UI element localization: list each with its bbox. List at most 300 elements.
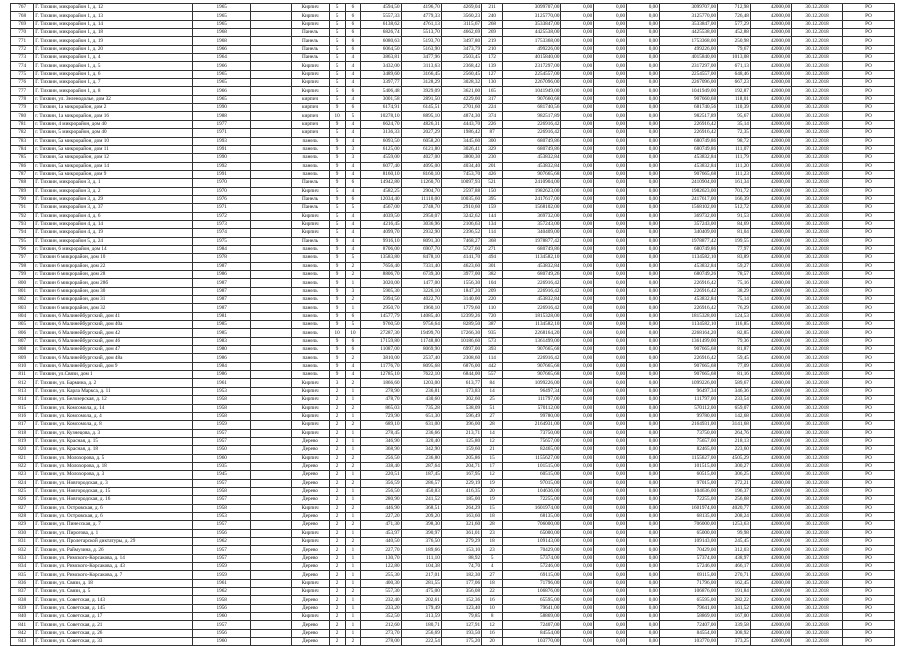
cell-year-commissioned: [251, 79, 291, 87]
cell-total-cost: 75657,00: [503, 437, 561, 445]
cell-cost-limit: 42000,00: [750, 162, 791, 170]
cell-residents: 10: [482, 604, 503, 612]
cell-residents: 15: [482, 454, 503, 462]
cell-local-funds: 0,00: [627, 279, 660, 287]
cell-private-area: 79,85: [441, 613, 481, 621]
cell-total-cost: 907665,68: [503, 346, 561, 354]
cell-floors: 5: [329, 204, 345, 212]
cell-specific-cost: 1253,63: [718, 521, 751, 529]
cell-program-type: РО: [842, 429, 894, 437]
cell-year-commissioned: [251, 429, 291, 437]
cell-local-funds: 0,00: [627, 446, 660, 454]
cell-program-type: РО: [842, 204, 894, 212]
cell-local-funds: 0,00: [627, 437, 660, 445]
cell-row-number: 785: [11, 154, 34, 162]
cell-residents: 104: [482, 279, 503, 287]
cell-address: Г. Тихвин, ул. Комсомола, д. 14: [34, 404, 193, 412]
cell-residents: 172: [482, 54, 503, 62]
cell-total-area: 9760,50: [361, 321, 401, 329]
cell-regional-funds: 0,00: [594, 437, 627, 445]
cell-local-funds: 0,00: [627, 212, 660, 220]
cell-residents: 12: [482, 437, 503, 445]
cell-program-type: РО: [842, 446, 894, 454]
cell-residents: 21: [482, 446, 503, 454]
cell-total-cost: 570112,00: [503, 404, 561, 412]
cell-wall-material: Кирпич: [291, 4, 329, 12]
cell-floors: 5: [329, 62, 345, 70]
cell-cost-limit: 42000,00: [750, 504, 791, 512]
cell-total-cost: 680749,86: [503, 245, 561, 253]
cell-total-area: 130,70: [361, 554, 401, 562]
cell-entrances: 6: [345, 337, 361, 345]
cell-year-commissioned: [251, 621, 291, 629]
cell-entrances: 1: [345, 621, 361, 629]
cell-entrances: 1: [345, 512, 361, 520]
cell-entrances: 5: [345, 254, 361, 262]
table-row: [11, 512, 895, 520]
cell-floors: 2: [329, 454, 345, 462]
cell-wall-material: панель: [291, 279, 329, 287]
cell-total-cost: 70429,00: [503, 546, 561, 554]
cell-owner-funds: 226916,42: [659, 279, 717, 287]
cell-wall-material: панель: [291, 312, 329, 320]
cell-local-funds: 0,00: [627, 204, 660, 212]
cell-specific-cost: 84,69: [718, 220, 751, 228]
cell-federal-funds: 0,00: [561, 396, 594, 404]
cell-program-type: РО: [842, 154, 894, 162]
cell-regional-funds: 0,00: [594, 204, 627, 212]
cell-year-built: 1965: [193, 79, 251, 87]
cell-floors: 5: [329, 4, 345, 12]
cell-residential-area: 6739,30: [401, 271, 441, 279]
cell-local-funds: 0,00: [627, 429, 660, 437]
cell-cost-limit: 42000,00: [750, 571, 791, 579]
cell-year-built: 1957: [193, 554, 251, 562]
table-row: [11, 79, 895, 87]
cell-federal-funds: 0,00: [561, 45, 594, 53]
cell-specific-cost: 72,35: [718, 129, 751, 137]
cell-total-area: 453,97: [361, 529, 401, 537]
cell-regional-funds: 0,00: [594, 187, 627, 195]
cell-year-built: 1987: [193, 296, 251, 304]
cell-program-type: РО: [842, 137, 894, 145]
cell-completion-date: 30.12.2018: [792, 170, 843, 178]
cell-private-area: 153,10: [441, 546, 481, 554]
cell-regional-funds: 0,00: [594, 504, 627, 512]
cell-owner-funds: 65000,00: [659, 529, 717, 537]
cell-total-cost: 680749,26: [503, 271, 561, 279]
cell-year-built: 1981: [193, 312, 251, 320]
cell-program-type: РО: [842, 271, 894, 279]
cell-private-area: 204,71: [441, 462, 481, 470]
cell-residential-area: 3226,10: [401, 287, 441, 295]
cell-cost-limit: 42000,00: [750, 304, 791, 312]
cell-address: г. Тихвин, 6 Малинейбургский, дом 42: [34, 329, 193, 337]
cell-floors: 2: [329, 579, 345, 587]
cell-total-cost: 104636,00: [503, 487, 561, 495]
cell-wall-material: Панель: [291, 37, 329, 45]
cell-private-area: 613,77: [441, 379, 481, 387]
cell-federal-funds: 0,00: [561, 271, 594, 279]
table-row: [11, 504, 895, 512]
cell-row-number: 806: [11, 329, 34, 337]
cell-owner-funds: 3099707,00: [659, 4, 717, 12]
cell-federal-funds: 0,00: [561, 337, 594, 345]
cell-regional-funds: 0,00: [594, 379, 627, 387]
cell-floors: 2: [329, 404, 345, 412]
table-row: [11, 596, 895, 604]
cell-year-commissioned: [251, 479, 291, 487]
cell-wall-material: Дерево: [291, 571, 329, 579]
cell-private-area: 6997,00: [441, 346, 481, 354]
cell-program-type: РО: [842, 54, 894, 62]
cell-total-cost: 1041949,00: [503, 87, 561, 95]
cell-year-built: 1974: [193, 229, 251, 237]
cell-specific-cost: 77,09: [718, 362, 751, 370]
cell-entrances: 4: [345, 137, 361, 145]
cell-row-number: 801: [11, 287, 34, 295]
cell-residents: 127: [482, 70, 503, 78]
cell-address: Г. Тихвин, микрорайон 3, д. 37: [34, 204, 193, 212]
cell-wall-material: панель: [291, 346, 329, 354]
cell-address: Г. Тихвин, микрорайон 1, д. 20: [34, 45, 193, 53]
cell-wall-material: Дерево: [291, 629, 329, 637]
cell-year-built: 1958: [193, 396, 251, 404]
cell-regional-funds: 0,00: [594, 29, 627, 37]
cell-wall-material: Дерево: [291, 621, 329, 629]
cell-row-number: 836: [11, 579, 34, 587]
cell-entrances: 3: [345, 287, 361, 295]
cell-residents: 374: [482, 112, 503, 120]
table-row: [11, 387, 895, 395]
cell-federal-funds: 0,00: [561, 412, 594, 420]
cell-regional-funds: 0,00: [594, 613, 627, 621]
cell-completion-date: 30.12.2018: [792, 404, 843, 412]
cell-private-area: 2597,88: [441, 187, 481, 195]
cell-residential-area: 320,40: [401, 437, 441, 445]
cell-address: Г. Тихвин, ул. Карла Маркса, д. 11: [34, 387, 193, 395]
cell-residents: 240: [482, 12, 503, 20]
cell-specific-cost: 270,71: [718, 571, 751, 579]
cell-specific-cost: 78,57: [718, 271, 751, 279]
cell-residents: 16: [482, 596, 503, 604]
cell-total-area: 232,40: [361, 596, 401, 604]
cell-total-area: 278,00: [361, 638, 401, 646]
cell-local-funds: 0,00: [627, 504, 660, 512]
cell-cost-limit: 42000,00: [750, 45, 791, 53]
cell-specific-cost: 245,45: [718, 538, 751, 546]
cell-local-funds: 0,00: [627, 362, 660, 370]
cell-regional-funds: 0,00: [594, 162, 627, 170]
cell-total-cost: 3125770,00: [503, 12, 561, 20]
cell-total-area: 12034,40: [361, 195, 401, 203]
cell-specific-cost: 38,29: [718, 287, 751, 295]
cell-private-area: 177,06: [441, 579, 481, 587]
table-row: [11, 538, 895, 546]
cell-address: Г. Тихвин, ул. Раймузина, д. 26: [34, 546, 193, 554]
cell-address: Г. Тихвин, ул. Молохорова, д. 5: [34, 454, 193, 462]
cell-regional-funds: 0,00: [594, 237, 627, 245]
cell-cost-limit: 42000,00: [750, 187, 791, 195]
cell-total-area: 6093,50: [361, 137, 401, 145]
cell-total-area: 256,50: [361, 487, 401, 495]
cell-wall-material: Дерево: [291, 496, 329, 504]
cell-private-area: 193,50: [441, 629, 481, 637]
cell-row-number: 835: [11, 571, 34, 579]
table-row: [11, 371, 895, 379]
cell-regional-funds: 0,00: [594, 638, 627, 646]
cell-wall-material: панель: [291, 162, 329, 170]
table-row: [11, 379, 895, 387]
cell-residential-area: 3113,63: [401, 62, 441, 70]
cell-year-commissioned: [251, 404, 291, 412]
cell-row-number: 782: [11, 129, 34, 137]
cell-row-number: 796: [11, 245, 34, 253]
cell-entrances: 1: [345, 471, 361, 479]
cell-floors: 2: [329, 529, 345, 537]
cell-owner-funds: 681740,56: [659, 104, 717, 112]
cell-private-area: 361,01: [441, 529, 481, 537]
cell-owner-funds: 1978877,42: [659, 237, 717, 245]
cell-row-number: 799: [11, 271, 34, 279]
table-row: [11, 546, 895, 554]
cell-entrances: 5: [345, 321, 361, 329]
cell-completion-date: 30.12.2018: [792, 45, 843, 53]
cell-program-type: РО: [842, 629, 894, 637]
cell-residential-area: 217,01: [401, 571, 441, 579]
table-row: [11, 588, 895, 596]
cell-year-commissioned: [251, 579, 291, 587]
cell-year-built: 1962: [193, 588, 251, 596]
cell-entrances: 1: [345, 429, 361, 437]
cell-wall-material: Кирпич: [291, 504, 329, 512]
cell-specific-cost: 589,67: [718, 379, 751, 387]
cell-completion-date: 30.12.2018: [792, 437, 843, 445]
table-row: [11, 187, 895, 195]
cell-entrances: 1: [345, 279, 361, 287]
table-row: [11, 629, 895, 637]
cell-local-funds: 0,00: [627, 596, 660, 604]
cell-year-built: 1958: [193, 404, 251, 412]
cell-local-funds: 0,00: [627, 396, 660, 404]
cell-year-commissioned: [251, 446, 291, 454]
cell-entrances: 1: [345, 546, 361, 554]
cell-residential-area: 9756,64: [401, 321, 441, 329]
cell-regional-funds: 0,00: [594, 354, 627, 362]
cell-address: Г. Тихвин, микрорайон 1, д. 13: [34, 12, 193, 20]
cell-row-number: 787: [11, 170, 34, 178]
cell-regional-funds: 0,00: [594, 446, 627, 454]
cell-total-area: 1866,60: [361, 379, 401, 387]
table-row: [11, 412, 895, 420]
cell-total-area: 5406,48: [361, 87, 401, 95]
cell-year-built: 1965: [193, 20, 251, 28]
cell-owner-funds: 3125770,00: [659, 12, 717, 20]
cell-total-cost: 106876,00: [503, 588, 561, 596]
cell-residents: 150: [482, 187, 503, 195]
cell-cost-limit: 42000,00: [750, 512, 791, 520]
cell-regional-funds: 0,00: [594, 137, 627, 145]
cell-address: г. Тихвин, 6 Малинейбургский, дом 41: [34, 312, 193, 320]
cell-residential-area: 3128,29: [401, 79, 441, 87]
cell-program-type: РО: [842, 87, 894, 95]
cell-private-area: 2701,60: [441, 104, 481, 112]
cell-program-type: РО: [842, 187, 894, 195]
cell-local-funds: 0,00: [627, 4, 660, 12]
cell-wall-material: Кирпич: [291, 87, 329, 95]
cell-federal-funds: 0,00: [561, 154, 594, 162]
cell-row-number: 819: [11, 437, 34, 445]
cell-year-commissioned: [251, 70, 291, 78]
cell-residents: 230: [482, 154, 503, 162]
cell-local-funds: 0,00: [627, 346, 660, 354]
cell-wall-material: Кирпич: [291, 412, 329, 420]
table-row: [11, 245, 895, 253]
cell-local-funds: 0,00: [627, 387, 660, 395]
cell-residential-area: 4826,31: [401, 120, 441, 128]
cell-total-cost: 2267096,00: [503, 79, 561, 87]
cell-owner-funds: 680749,86: [659, 145, 717, 153]
cell-private-area: 2396,52: [441, 229, 481, 237]
cell-federal-funds: 0,00: [561, 70, 594, 78]
cell-address: г. Тихвин 6 микрорайон, дом 31: [34, 296, 193, 304]
cell-federal-funds: 0,00: [561, 571, 594, 579]
cell-private-area: 127,91: [441, 621, 481, 629]
cell-year-built: 1990: [193, 104, 251, 112]
cell-year-built: 1959: [193, 571, 251, 579]
cell-entrances: 1: [345, 396, 361, 404]
cell-row-number: 772: [11, 45, 34, 53]
cell-private-area: 10035,60: [441, 195, 481, 203]
cell-owner-funds: 453832,84: [659, 296, 717, 304]
cell-row-number: 804: [11, 312, 34, 320]
cell-floors: 2: [329, 421, 345, 429]
cell-regional-funds: 0,00: [594, 37, 627, 45]
cell-floors: 9: [329, 195, 345, 203]
cell-completion-date: 30.12.2018: [792, 312, 843, 320]
cell-owner-funds: 72255,00: [659, 496, 717, 504]
cell-row-number: 826: [11, 496, 34, 504]
cell-year-commissioned: [251, 87, 291, 95]
cell-program-type: РО: [842, 170, 894, 178]
cell-residents: 268: [482, 20, 503, 28]
cell-entrances: 4: [345, 120, 361, 128]
cell-floors: 9: [329, 279, 345, 287]
cell-year-built: 1966: [193, 87, 251, 95]
cell-floors: 5: [329, 229, 345, 237]
cell-wall-material: панель: [291, 245, 329, 253]
cell-residents: 573: [482, 337, 503, 345]
cell-completion-date: 30.12.2018: [792, 104, 843, 112]
cell-local-funds: 0,00: [627, 87, 660, 95]
cell-address: г. Тихвин, 5а микрорайон, дом 12: [34, 154, 193, 162]
cell-federal-funds: 0,00: [561, 362, 594, 370]
cell-owner-funds: 4015840,00: [659, 54, 717, 62]
cell-residential-area: 4779,33: [401, 12, 441, 20]
cell-specific-cost: 712,98: [718, 4, 751, 12]
cell-regional-funds: 0,00: [594, 629, 627, 637]
cell-address: Г. Тихвин, микрорайон 1, д. 18: [34, 29, 193, 37]
table-row: [11, 279, 895, 287]
cell-residential-area: 1960,10: [401, 304, 441, 312]
cell-specific-cost: 3141,68: [718, 421, 751, 429]
cell-completion-date: 30.12.2018: [792, 237, 843, 245]
cell-residents: 23: [482, 529, 503, 537]
cell-year-built: 1970: [193, 179, 251, 187]
cell-private-area: 538,09: [441, 404, 481, 412]
cell-completion-date: 30.12.2018: [792, 195, 843, 203]
cell-private-area: 4141,70: [441, 254, 481, 262]
table-row: [11, 271, 895, 279]
cell-residents: 224: [482, 104, 503, 112]
cell-floors: 2: [329, 596, 345, 604]
cell-entrances: 1: [345, 613, 361, 621]
cell-residents: 51: [482, 404, 503, 412]
cell-regional-funds: 0,00: [594, 412, 627, 420]
cell-program-type: РО: [842, 254, 894, 262]
cell-private-area: 213,71: [441, 429, 481, 437]
table-row: [11, 112, 895, 120]
cell-row-number: 803: [11, 304, 34, 312]
cell-residents: 19: [482, 479, 503, 487]
cell-entrances: 2: [345, 454, 361, 462]
cell-year-commissioned: [251, 12, 291, 20]
cell-cost-limit: 42000,00: [750, 237, 791, 245]
cell-total-cost: 111797,00: [503, 396, 561, 404]
cell-regional-funds: 0,00: [594, 604, 627, 612]
cell-cost-limit: 42000,00: [750, 362, 791, 370]
cell-row-number: 770: [11, 29, 34, 37]
table-row: [11, 237, 895, 245]
cell-row-number: 833: [11, 554, 34, 562]
cell-residents: 12: [482, 471, 503, 479]
cell-completion-date: 30.12.2018: [792, 79, 843, 87]
cell-specific-cost: 512,72: [718, 204, 751, 212]
cell-completion-date: 30.12.2018: [792, 29, 843, 37]
cell-address: Г. Тихвин, ул. Островская, д. 6: [34, 512, 193, 520]
cell-total-cost: 369732,00: [503, 212, 561, 220]
cell-row-number: 792: [11, 212, 34, 220]
table-row: [11, 4, 895, 12]
cell-entrances: 2: [345, 354, 361, 362]
cell-completion-date: 30.12.2018: [792, 613, 843, 621]
cell-specific-cost: 208,24: [718, 512, 751, 520]
cell-cost-limit: 42000,00: [750, 638, 791, 646]
cell-year-built: 1964: [193, 54, 251, 62]
cell-total-cost: 2410904,00: [503, 179, 561, 187]
cell-residential-area: 430,60: [401, 396, 441, 404]
cell-local-funds: 0,00: [627, 20, 660, 28]
cell-entrances: 6: [345, 346, 361, 354]
cell-residential-area: 342,90: [401, 446, 441, 454]
table-row: [11, 479, 895, 487]
cell-year-built: 1966: [193, 62, 251, 70]
cell-specific-cost: 167,00: [718, 613, 751, 621]
cell-residents: 165: [482, 87, 503, 95]
table-row: [11, 120, 895, 128]
cell-owner-funds: 2317297,00: [659, 62, 717, 70]
cell-regional-funds: 0,00: [594, 362, 627, 370]
cell-year-built: 1957: [193, 521, 251, 529]
cell-regional-funds: 0,00: [594, 454, 627, 462]
cell-floors: 5: [329, 54, 345, 62]
cell-cost-limit: 42000,00: [750, 621, 791, 629]
cell-completion-date: 30.12.2018: [792, 638, 843, 646]
cell-wall-material: кирпич: [291, 95, 329, 103]
cell-year-built: 1958: [193, 412, 251, 420]
cell-private-area: 2106,63: [441, 220, 481, 228]
cell-year-commissioned: [251, 387, 291, 395]
